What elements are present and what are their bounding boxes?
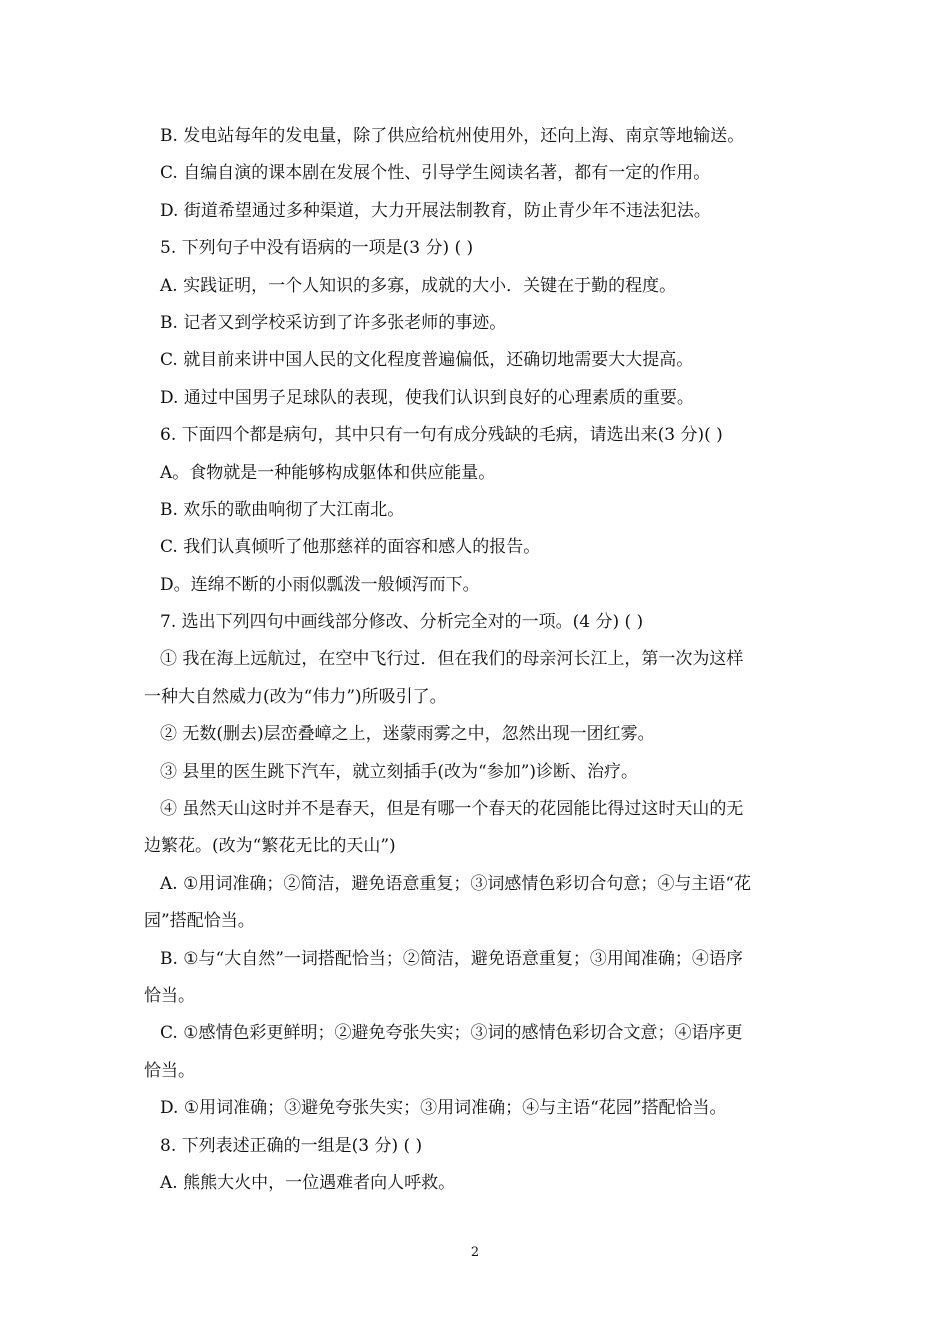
option-c-q6: C. 我们认真倾听了他那慈祥的面容和感人的报告。 [160,537,541,558]
option-a-q8: A. 熊熊大火中，一位遇难者向人呼救。 [160,1172,456,1193]
sentence-3-q7: ③ 县里的医生跳下汽车，就立刻插手(改为“参加”)诊断、治疗。 [160,761,639,782]
option-a-q6: A。食物就是一种能够构成躯体和供应能量。 [160,462,496,483]
option-b-q7: B. ①与“大自然”一词搭配恰当；②简洁，避免语意重复；③用闻准确；④语序 [160,948,743,969]
option-c-q7: C. ①感情色彩更鲜明；②避免夸张失实；③词的感情色彩切合文意；④语序更 [160,1023,743,1044]
option-a-q5: A. 实践证明，一个人知识的多寡，成就的大小．关键在于勤的程度。 [160,275,677,296]
option-a-q7-cont: 园”搭配恰当。 [144,911,255,932]
question-8: 8. 下列表述正确的一组是(3 分) ( ) [160,1135,423,1156]
option-b-q7-cont: 恰当。 [144,985,195,1006]
option-b-q6: B. 欢乐的歌曲响彻了大江南北。 [160,499,405,520]
sentence-2-q7: ② 无数(删去)层峦叠嶂之上，迷蒙雨雾之中，忽然出现一团红雾。 [160,724,655,745]
option-d-q4: D. 街道希望通过多种渠道，大力开展法制教育，防止青少年不违法犯法。 [160,200,711,221]
option-b-q5: B. 记者又到学校采访到了许多张老师的事迹。 [160,312,507,333]
option-c-q5: C. 就目前来讲中国人民的文化程度普遍偏低，还确切地需要大大提高。 [160,350,694,371]
page-content [144,118,816,1202]
question-7: 7. 选出下列四句中画线部分修改、分析完全对的一项。(4 分) ( ) [160,612,644,633]
sentence-1-q7-cont: 一种大自然威力(改为“伟力”)所吸引了。 [144,686,447,707]
question-5: 5. 下列句子中没有语病的一项是(3 分) ( ) [160,238,474,259]
option-b-q4: B. 发电站每年的发电量，除了供应给杭州使用外，还向上海、南京等地输送。 [160,126,745,146]
page-number: 2 [470,1245,480,1260]
option-a-q7: A. ①用词准确；②简洁，避免语意重复；③词感情色彩切合句意；④与主语“花 [160,873,752,894]
sentence-4-q7-cont: 边繁花。(改为“繁花无比的天山”) [144,836,396,857]
option-d-q6: D。连绵不断的小雨似瓢泼一般倾泻而下。 [160,574,480,595]
sentence-1-q7: ① 我在海上远航过，在空中飞行过．但在我们的母亲河长江上，第一次为这样 [160,649,744,670]
sentence-4-q7: ④ 虽然天山这时并不是春天，但是有哪一个春天的花园能比得过这时天山的无 [160,799,744,820]
option-c-q4: C. 自编自演的课本剧在发展个性、引导学生阅读名著，都有一定的作用。 [160,163,711,184]
question-6: 6. 下面四个都是病句，其中只有一句有成分残缺的毛病，请选出来(3 分)( ) [160,425,723,446]
option-d-q5: D. 通过中国男子足球队的表现，使我们认识到良好的心理素质的重要。 [160,387,694,408]
option-c-q7-cont: 恰当。 [144,1060,195,1081]
option-d-q7: D. ①用词准确；③避免夸张失实；③用词准确；④与主语“花园”搭配恰当。 [160,1098,727,1119]
